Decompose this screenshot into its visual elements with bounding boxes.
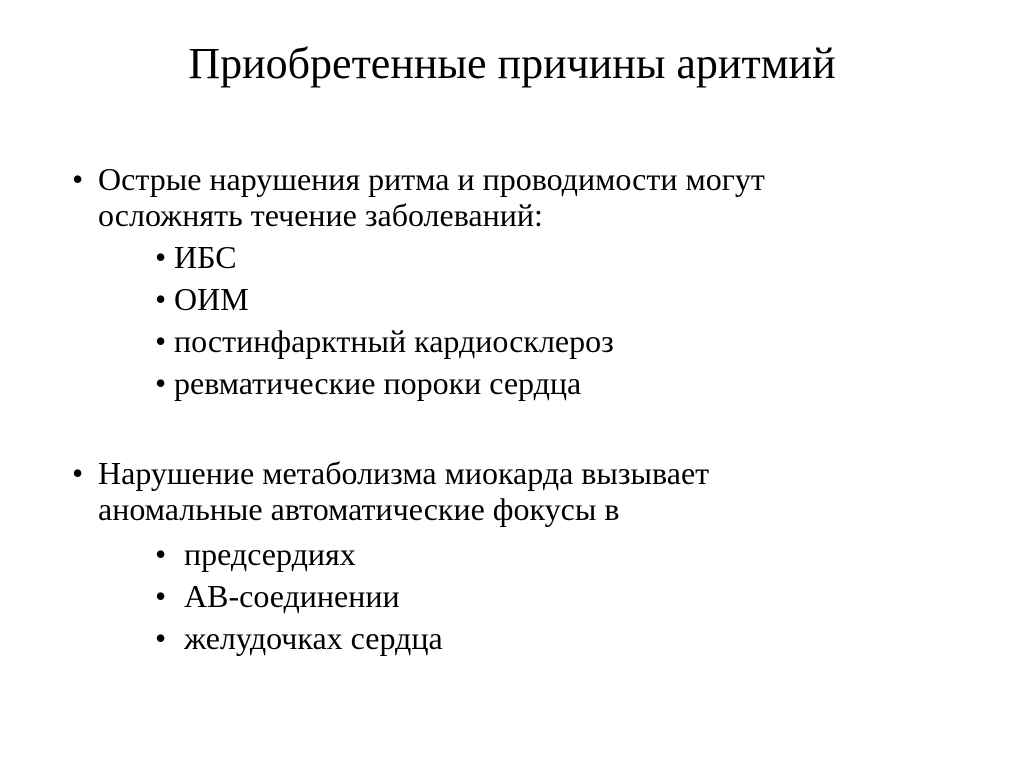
sub-bullet-item [155,236,614,278]
bullet-text-line: Нарушение метаболизма миокарда вызывает [98,455,710,491]
bullet-text-line: осложнять течение заболеваний: [98,197,543,233]
sub-bullet-text: АВ-соединении [184,578,400,614]
sub-bullet-text: ревматические пороки сердца [174,365,582,401]
sub-bullet-item [155,617,443,659]
sub-bullet-text: желудочках сердца [184,620,443,656]
bullet-text-line: Острые нарушения ритма и проводимости могут [98,161,765,197]
bullet-icon: • [155,281,167,317]
sub-bullet-text: ИБС [174,239,237,275]
sub-bullet-item [155,575,443,617]
sub-bullet-item [155,533,443,575]
bullet-icon: • [155,323,167,359]
sub-bullet-text: ОИМ [174,281,249,317]
bullet-icon: • [155,365,167,401]
bullet-icon: • [155,239,167,275]
sub-bullet-item [155,362,614,404]
sub-bullet-list-1 [155,236,614,404]
bullet-icon: • [155,578,167,614]
bullet-icon: • [72,161,84,197]
sub-bullet-item [155,278,614,320]
bullet-item [72,161,972,233]
sub-bullet-text: предсердиях [184,536,356,572]
slide-title: Приобретенные причины аритмий [188,39,836,88]
bullet-section-2 [72,455,972,527]
bullet-icon: • [155,620,167,656]
sub-bullet-item [155,320,614,362]
sub-bullet-list-2 [155,533,443,659]
bullet-text-line: аномальные автоматические фокусы в [98,491,620,527]
bullet-item [72,455,972,527]
bullet-icon: • [72,455,84,491]
bullet-icon: • [155,536,167,572]
bullet-section-1 [72,161,972,233]
sub-bullet-text: постинфарктный кардиосклероз [174,323,614,359]
